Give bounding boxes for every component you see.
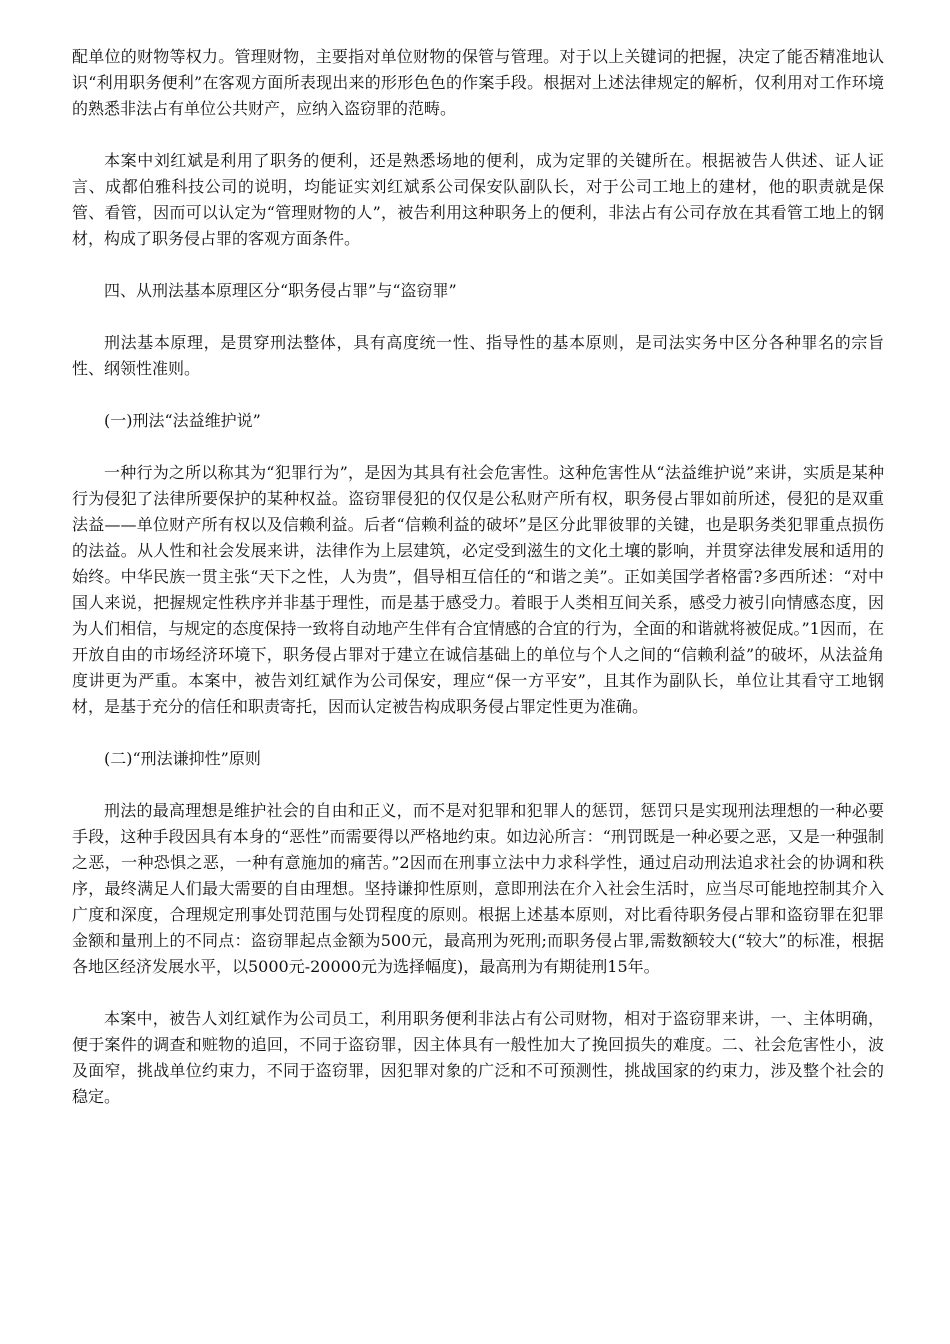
subsection-heading-two: (二)“刑法谦抑性”原则	[104, 749, 261, 768]
paragraph-modesty-principle: 刑法的最高理想是维护社会的自由和正义，而不是对犯罪和犯罪人的惩罚，惩罚只是实现刑法理想的一种必要手段，这种手段因具有本身的“恶性”而需要得以严格地约束。如边沁所言：“刑罚既是一种必要之恶，又是一种强制之恶，一种恐惧之恶，一种有意施加的痛苦。”2因而在刑事立法中力求科学性，通过启动刑法追求社会的协调和秩序，最终满足人们最大需要的自由理想。坚持谦抑性原则，意即刑法在介入社会生活时，应当尽可能地控制其介入广度和深度，合理规定刑事处罚范围与处罚程度的原则。根据上述基本原则，对比看待职务侵占罪和盗窃罪在犯罪金额和量刑上的不同点：盗窃罪起点金额为500元，最高刑为死刑;而职务侵占罪,需数额较大(“较大”的标准，根据各地区经济发展水平，以5000元-20000元为选择幅度)，最高刑为有期徒刑15年。	[72, 801, 884, 976]
paragraph-basic-principles: 刑法基本原理，是贯穿刑法整体，具有高度统一性、指导性的基本原则，是司法实务中区分各种罪名的宗旨性、纲领性准则。	[72, 333, 884, 378]
subsection-heading-one: (一)刑法“法益维护说”	[104, 411, 261, 430]
paragraph-legal-interest: 一种行为之所以称其为“犯罪行为”，是因为其具有社会危害性。这种危害性从“法益维护说”来讲，实质是某种行为侵犯了法律所要保护的某种权益。盗窃罪侵犯的仅仅是公私财产所有权，职务侵占罪如前所述，侵犯的是双重法益——单位财产所有权以及信赖利益。后者“信赖利益的破坏”是区分此罪彼罪的关键，也是职务类犯罪重点损伤的法益。从人性和社会发展来讲，法律作为上层建筑，必定受到滋生的文化土壤的影响，并贯穿法律发展和适用的始终。中华民族一贯主张“天下之性，人为贵”，倡导相互信任的“和谐之美”。正如美国学者格雷?多西所述：“对中国人来说，把握规定性秩序并非基于理性，而是基于感受力。着眼于人类相互间关系，感受力被引向情感态度，因为人们相信，与规定的态度保持一致将自动地产生伴有合宜情感的合宜的行为，全面的和谐就将被促成。”1因而，在开放自由的市场经济环境下，职务侵占罪对于建立在诚信基础上的单位与个人之间的“信赖利益”的破坏，从法益角度讲更为严重。本案中，被告刘红斌作为公司保安，理应“保一方平安”，且其作为副队长，单位让其看守工地钢材，是基于充分的信任和职责寄托，因而认定被告构成职务侵占罪定性更为准确。	[72, 463, 884, 716]
section-heading-four: 四、从刑法基本原理区分“职务侵占罪”与“盗窃罪”	[104, 281, 457, 300]
paragraph-continuation: 配单位的财物等权力。管理财物，主要指对单位财物的保管与管理。对于以上关键词的把握，决定了能否精准地认识“利用职务便利”在客观方面所表现出来的形形色色的作案手段。根据对上述法律规定的解析，仅利用对工作环境的熟悉非法占有单位公共财产，应纳入盗窃罪的范畴。	[72, 47, 884, 118]
paragraph-case-analysis: 本案中刘红斌是利用了职务的便利，还是熟悉场地的便利，成为定罪的关键所在。根据被告人供述、证人证言、成都伯雅科技公司的说明，均能证实刘红斌系公司保安队副队长，对于公司工地上的建材，他的职责就是保管、看管，因而可以认定为“管理财物的人”，被告利用这种职务上的便利，非法占有公司存放在其看管工地上的钢材，构成了职务侵占罪的客观方面条件。	[72, 151, 884, 248]
paragraph-conclusion: 本案中，被告人刘红斌作为公司员工，利用职务便利非法占有公司财物，相对于盗窃罪来讲，一、主体明确，便于案件的调查和赃物的追回，不同于盗窃罪，因主体具有一般性加大了挽回损失的难度。二、社会危害性小，波及面窄，挑战单位约束力，不同于盗窃罪，因犯罪对象的广泛和不可预测性，挑战国家的约束力，涉及整个社会的稳定。	[72, 1009, 884, 1106]
document-page	[72, 44, 884, 1136]
